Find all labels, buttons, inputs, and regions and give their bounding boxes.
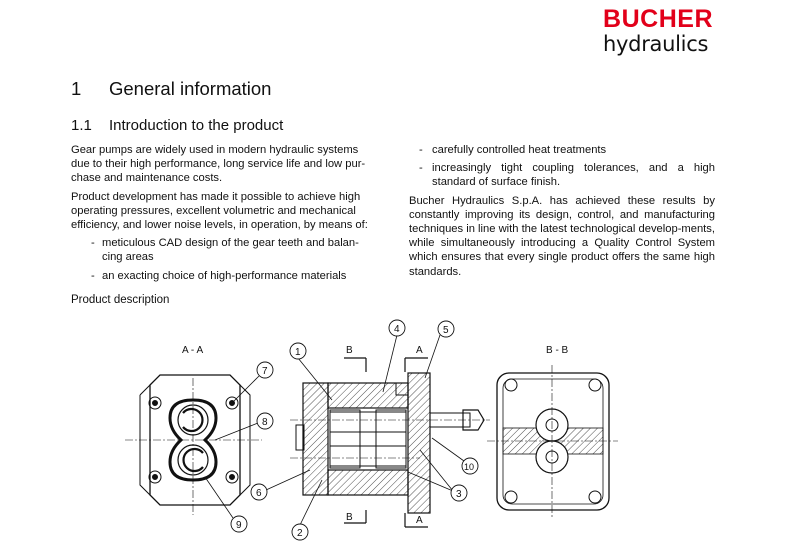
list-item: - an exacting choice of high-performance materials	[91, 269, 347, 282]
subsection-title: Introduction to the product	[109, 117, 284, 134]
paragraph-development: Product development has made it possible to achieve high operating pressures, excellent volumetric and mechanical efficiency, and lower noise levels, in operation, by means of:	[71, 190, 368, 232]
callout-7: 7	[262, 366, 268, 377]
callout-3: 3	[456, 489, 462, 500]
callout-4: 4	[394, 324, 400, 335]
view-aa-drawing	[125, 345, 262, 515]
callout-8: 8	[262, 417, 268, 428]
section-a-label-bottom: A	[416, 515, 423, 526]
section-a-label-top: A	[416, 345, 423, 356]
logo-hydraulics-text: hydraulics	[603, 32, 709, 56]
callouts	[205, 320, 478, 540]
paragraph-intro: Gear pumps are widely used in modern hydraulic systems due to their high performance, long service life and low pur-chase and maintenance costs.	[71, 144, 366, 185]
section-b-label-bottom: B	[346, 512, 353, 523]
logo-bucher-text: BUCHER	[603, 5, 713, 33]
list-item: - carefully controlled heat treatments	[419, 144, 607, 156]
view-bb-label: B - B	[546, 345, 569, 356]
paragraph-achievements: Bucher Hydraulics S.p.A. has achieved these results by constantly improving its design, control, and manufacturing techniques in line with the latest technological develop-ments, while simultaneously introducing a Quality Control System which ensures that every single product offers the same high standards.	[409, 194, 715, 278]
subsection-number: 1.1	[71, 117, 92, 134]
callout-6: 6	[256, 488, 262, 499]
list-item: - increasingly tight coupling tolerances, and a high standard of surface finish.	[419, 162, 715, 189]
section-number: 1	[71, 78, 82, 99]
view-bb-drawing	[487, 345, 618, 518]
callout-5: 5	[443, 325, 449, 336]
callout-9: 9	[236, 520, 242, 531]
product-description-heading: Product description	[71, 294, 170, 306]
list-item: - meticulous CAD design of the gear teeth and balan-cing areas	[91, 237, 359, 264]
callout-10: 10	[464, 462, 475, 472]
callout-2: 2	[297, 528, 303, 539]
callout-1: 1	[295, 347, 301, 358]
section-b-label-top: B	[346, 345, 353, 356]
view-aa-label: A - A	[182, 345, 204, 356]
section-title: General information	[109, 78, 272, 99]
